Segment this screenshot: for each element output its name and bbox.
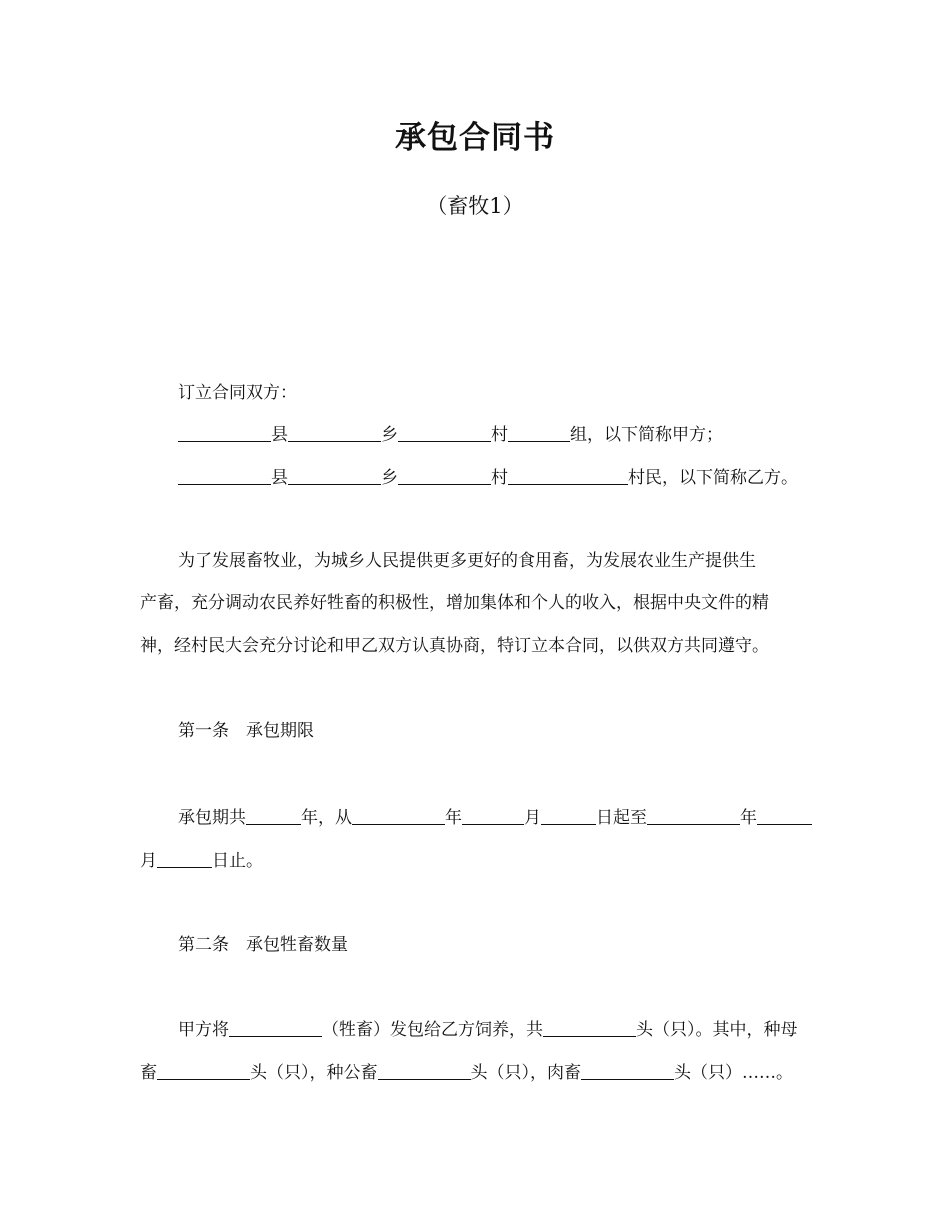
label: 乡 <box>381 425 398 445</box>
label: 承包期共 <box>178 808 246 828</box>
start-year-blank[interactable] <box>352 807 445 825</box>
article-1-line-1 <box>140 803 868 828</box>
breeding-male-blank[interactable] <box>378 1062 471 1080</box>
label: 年 <box>445 808 462 828</box>
label: 乡 <box>381 468 398 488</box>
term-years-blank[interactable] <box>246 807 301 825</box>
label: 甲方将 <box>178 1020 229 1040</box>
party-b-villager-blank[interactable] <box>508 467 628 485</box>
document-subtitle: （畜牧1） <box>426 194 524 218</box>
end-day-blank[interactable] <box>157 850 212 868</box>
article-2-heading: 第二条 承包牲畜数量 <box>178 935 348 955</box>
article-2-line-2 <box>140 1058 830 1083</box>
start-month-blank[interactable] <box>462 807 524 825</box>
label: 村民，以下简称乙方。 <box>628 468 798 488</box>
label: 月 <box>140 851 157 871</box>
party-b-village-blank[interactable] <box>398 467 491 485</box>
label: 月 <box>524 808 541 828</box>
label: 年 <box>740 808 757 828</box>
label: 年，从 <box>301 808 352 828</box>
label: 组，以下简称甲方； <box>570 425 723 445</box>
end-month-blank[interactable] <box>757 807 812 825</box>
label: 村 <box>491 425 508 445</box>
meat-livestock-blank[interactable] <box>581 1062 674 1080</box>
end-year-blank[interactable] <box>647 807 740 825</box>
article-2-line-1 <box>140 1015 868 1040</box>
party-b-county-blank[interactable] <box>178 467 271 485</box>
label: 头（只），种公畜 <box>250 1063 378 1083</box>
preamble-line-1: 为了发展畜牧业，为城乡人民提供更多更好的食用畜，为发展农业生产提供生 <box>178 551 756 571</box>
label: 县 <box>271 468 288 488</box>
party-b-township-blank[interactable] <box>288 467 381 485</box>
label: 日起至 <box>596 808 647 828</box>
label: 头（只），肉畜 <box>470 1063 581 1083</box>
breeding-female-blank[interactable] <box>157 1062 250 1080</box>
start-day-blank[interactable] <box>541 807 596 825</box>
label: 头（只）。其中，种母 <box>636 1020 798 1040</box>
document-title: 承包合同书 <box>395 120 555 156</box>
label: 村 <box>491 468 508 488</box>
label: 日止。 <box>212 851 263 871</box>
parties-intro: 订立合同双方： <box>178 383 297 403</box>
party-a-line <box>140 420 868 445</box>
article-1-heading: 第一条 承包期限 <box>178 721 314 741</box>
party-a-group-blank[interactable] <box>508 424 570 442</box>
label: 头（只）……。 <box>674 1063 793 1083</box>
article-1-line-2 <box>140 846 830 871</box>
total-count-blank[interactable] <box>543 1019 636 1037</box>
label: （牲畜）发包给乙方饲养，共 <box>322 1020 543 1040</box>
preamble-line-3: 神，经村民大会充分讨论和甲乙双方认真协商，特订立本合同，以供双方共同遵守。 <box>140 636 769 656</box>
party-a-township-blank[interactable] <box>288 424 381 442</box>
livestock-type-blank[interactable] <box>229 1019 322 1037</box>
preamble-line-2: 产畜，充分调动农民养好牲畜的积极性，增加集体和个人的收入，根据中央文件的精 <box>140 593 769 613</box>
label: 县 <box>271 425 288 445</box>
party-a-county-blank[interactable] <box>178 424 271 442</box>
party-b-line <box>140 463 868 488</box>
label: 畜 <box>140 1063 157 1083</box>
party-a-village-blank[interactable] <box>398 424 491 442</box>
